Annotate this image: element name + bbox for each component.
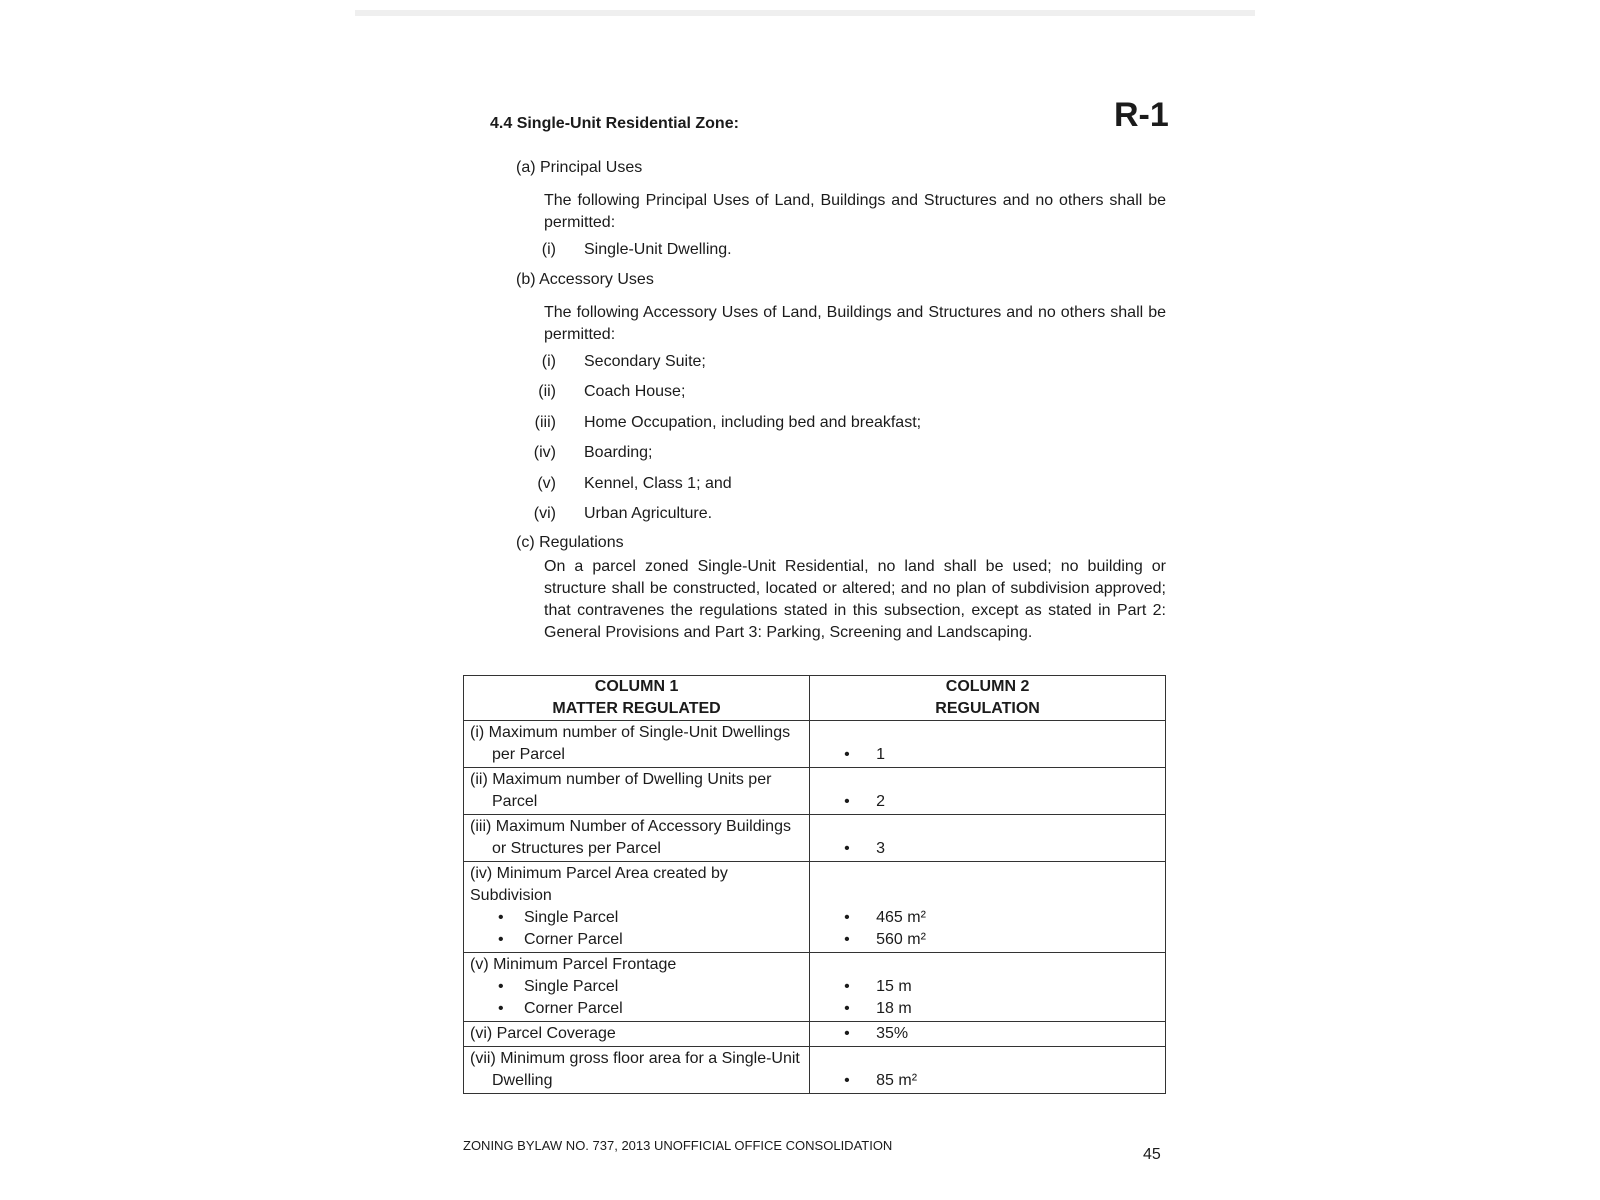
principal-uses-intro: The following Principal Uses of Land, Buildings and Structures and no others shall be permitted: (544, 192, 1166, 231)
table-row (464, 1047, 1166, 1094)
regulation-value: • 2 (844, 791, 1159, 813)
matter-text: (ii) Maximum number of Dwelling Units per (470, 771, 772, 788)
table-row (464, 862, 1166, 953)
accessory-item-num: (ii) (538, 383, 556, 400)
regulation-cell (810, 862, 1166, 953)
regulation-value: • 85 m² (844, 1070, 1159, 1092)
table-row (464, 721, 1166, 768)
table-row (464, 1022, 1166, 1047)
column-2-subtitle: REGULATION (935, 700, 1040, 717)
accessory-uses-heading: (b) Accessory Uses (516, 271, 654, 288)
accessory-item-num: (iv) (533, 444, 556, 461)
regulation-value: • 18 m (844, 998, 1159, 1020)
accessory-item-text: Secondary Suite; (584, 353, 706, 370)
matter-text-cont: Dwelling (492, 1072, 553, 1089)
matter-text: (vii) Minimum gross floor area for a Single-Unit (470, 1050, 800, 1067)
table-row (464, 815, 1166, 862)
column-2-title: COLUMN 2 (945, 678, 1030, 695)
accessory-item-num: (iii) (534, 414, 556, 431)
footer-text: ZONING BYLAW NO. 737, 2013 UNOFFICIAL OFFICE CONSOLIDATION (463, 1138, 893, 1153)
matter-text-cont: per Parcel (492, 746, 565, 763)
regulation-cell (810, 1047, 1166, 1094)
page-number: 45 (1143, 1146, 1161, 1163)
table-row (464, 768, 1166, 815)
principal-item-text: Single-Unit Dwelling. (584, 241, 732, 258)
table-row (464, 953, 1166, 1022)
regulation-value: • 15 m (844, 976, 1159, 998)
matter-subitem: • Corner Parcel (470, 998, 803, 1020)
regulation-table (463, 675, 1166, 1094)
accessory-item-num: (vi) (533, 505, 556, 522)
matter-cell (464, 815, 810, 862)
matter-subitem: • Single Parcel (470, 976, 803, 998)
matter-text: (i) Maximum number of Single-Unit Dwellings (470, 724, 791, 741)
column-1-title: COLUMN 1 (594, 678, 679, 695)
matter-cell (464, 721, 810, 768)
accessory-item-text: Boarding; (584, 444, 653, 461)
matter-subitem: • Corner Parcel (470, 929, 803, 951)
matter-subitem: • Single Parcel (470, 907, 803, 929)
principal-item-num: (i) (541, 241, 556, 258)
regulation-value: • 465 m² (844, 907, 1159, 929)
regulations-text: On a parcel zoned Single-Unit Residential, no land shall be used; no building or structure shall be constructed, located or altered; and no plan of subdivision approved; that contravenes the regulations stated in this subsection, except as stated in Part 2: General Provisions and Part 3: Parking, Screening and Landscaping. (544, 558, 1166, 641)
matter-text: (iv) Minimum Parcel Area created by Subdivision (470, 865, 728, 904)
regulation-cell (810, 721, 1166, 768)
table-header-row (464, 676, 1166, 721)
matter-cell (464, 768, 810, 815)
principal-uses-heading: (a) Principal Uses (516, 159, 643, 176)
matter-text: (iii) Maximum Number of Accessory Buildings (470, 818, 791, 835)
accessory-item-num: (i) (541, 353, 556, 370)
accessory-item-text: Coach House; (584, 383, 686, 400)
matter-text: (v) Minimum Parcel Frontage (470, 956, 677, 973)
document-top-edge (355, 10, 1255, 16)
regulation-value: • 35% (844, 1023, 1159, 1045)
column-1-header (464, 676, 810, 721)
accessory-uses-intro: The following Accessory Uses of Land, Buildings and Structures and no others shall be permitted: (544, 304, 1166, 343)
matter-text-cont: or Structures per Parcel (492, 840, 661, 857)
accessory-item-num: (v) (537, 475, 556, 492)
matter-text-cont: Parcel (492, 793, 538, 810)
regulation-cell (810, 1022, 1166, 1047)
matter-cell (464, 1047, 810, 1094)
column-1-subtitle: MATTER REGULATED (552, 700, 721, 717)
matter-text: (vi) Parcel Coverage (470, 1025, 616, 1042)
regulation-value: • 1 (844, 744, 1159, 766)
regulation-value: • 560 m² (844, 929, 1159, 951)
regulations-heading: (c) Regulations (516, 534, 624, 551)
accessory-item-text: Home Occupation, including bed and breakfast; (584, 414, 922, 431)
column-2-header (810, 676, 1166, 721)
regulation-cell (810, 953, 1166, 1022)
matter-cell (464, 1022, 810, 1047)
matter-cell (464, 953, 810, 1022)
regulation-cell (810, 768, 1166, 815)
regulation-cell (810, 815, 1166, 862)
matter-cell (464, 862, 810, 953)
section-title: 4.4 Single-Unit Residential Zone: (490, 115, 739, 132)
zone-code: R-1 (1114, 96, 1169, 134)
regulation-value: • 3 (844, 838, 1159, 860)
accessory-item-text: Urban Agriculture. (584, 505, 713, 522)
accessory-item-text: Kennel, Class 1; and (584, 475, 732, 492)
